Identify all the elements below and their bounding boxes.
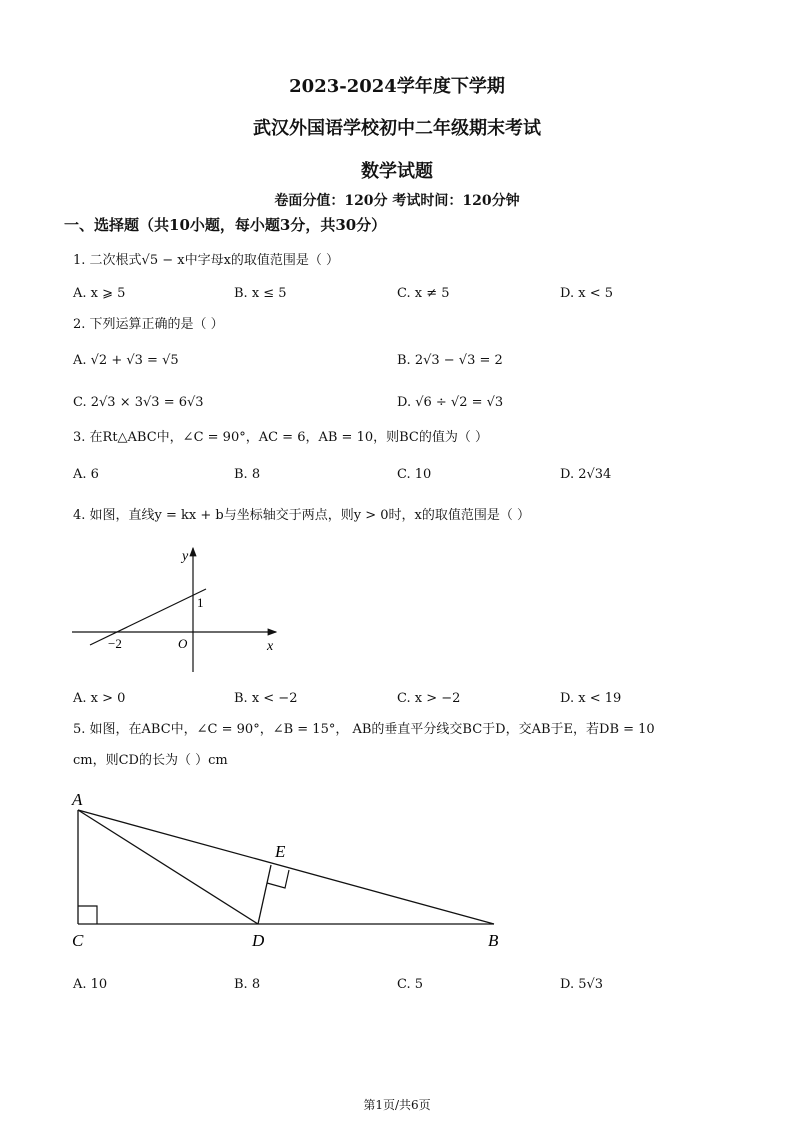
q3-option-d: D. 2√34 — [560, 467, 612, 482]
vertex-c-label: C — [72, 931, 84, 950]
q5-option-a: A. 10 — [73, 977, 108, 992]
exam-subject-title: 数学试题 — [361, 161, 433, 182]
page-footer: 第1页/共6页 — [363, 1098, 431, 1112]
question-1-text: 1. 二次根式√5 − x中字母x的取值范围是（ ） — [73, 253, 340, 268]
origin-label: O — [178, 636, 188, 651]
question-2-text: 2. 下列运算正确的是（ ） — [73, 317, 224, 332]
point-d-label: D — [252, 931, 265, 950]
q3-option-b: B. 8 — [234, 467, 261, 482]
q1-option-b: B. x ≤ 5 — [234, 286, 287, 301]
vertex-b-label: B — [488, 931, 499, 950]
side-ab — [78, 810, 494, 924]
vertex-a-label: A — [72, 790, 83, 809]
exam-school-title: 武汉外国语学校初中二年级期末考试 — [253, 118, 541, 139]
q1-option-c: C. x ≠ 5 — [397, 286, 450, 301]
q4-option-d: D. x < 19 — [560, 691, 622, 706]
perpendicular-de — [258, 865, 271, 924]
q4-option-c: C. x > −2 — [397, 691, 461, 706]
q3-option-a: A. 6 — [73, 467, 99, 482]
exam-year-title: 2023-2024学年度下学期 — [289, 76, 505, 97]
q2-option-a: A. √2 + √3 = √5 — [73, 353, 179, 368]
q2-option-c: C. 2√3 × 3√3 = 6√3 — [73, 395, 204, 410]
point-e-label: E — [275, 842, 286, 861]
q3-option-c: C. 10 — [397, 467, 432, 482]
section-title: 一、选择题（共10小题，每小题3分，共30分） — [64, 216, 387, 234]
x-axis-label: x — [267, 639, 274, 654]
y-intercept-label: 1 — [197, 595, 204, 610]
q5-option-d: D. 5√3 — [560, 977, 604, 992]
q2-option-d: D. √6 ÷ √2 = √3 — [397, 395, 504, 410]
q4-coordinate-figure — [60, 540, 290, 680]
exam-meta: 卷面分值：120分 考试时间：120分钟 — [274, 193, 520, 209]
q2-option-b: B. 2√3 − √3 = 2 — [397, 353, 503, 368]
question-3-text: 3. 在Rt△ABC中，∠C = 90°，AC = 6，AB = 10，则BC的值为（ ） — [73, 430, 488, 445]
q1-option-a: A. x ⩾ 5 — [73, 286, 126, 301]
right-angle-c — [78, 906, 97, 924]
question-5-text: 5. 如图，在ABC中，∠C = 90°，∠B = 15°， AB的垂直平分线交BC于D，交AB于E，若DB = 10 — [73, 722, 655, 737]
q5-triangle-figure — [60, 782, 520, 957]
x-intercept-label: −2 — [108, 636, 122, 651]
segment-ad — [78, 810, 258, 924]
q4-option-a: A. x > 0 — [73, 691, 126, 706]
question-5-text-cont: cm，则CD的长为（ ）cm — [73, 753, 228, 768]
q5-option-b: B. 8 — [234, 977, 261, 992]
q4-option-b: B. x < −2 — [234, 691, 298, 706]
q5-option-c: C. 5 — [397, 977, 424, 992]
y-axis-label: y — [182, 549, 189, 564]
question-4-text: 4. 如图，直线y = kx + b与坐标轴交于两点，则y > 0时，x的取值范围是（ ） — [73, 508, 530, 523]
right-angle-e — [267, 870, 289, 888]
q1-option-d: D. x < 5 — [560, 286, 613, 301]
